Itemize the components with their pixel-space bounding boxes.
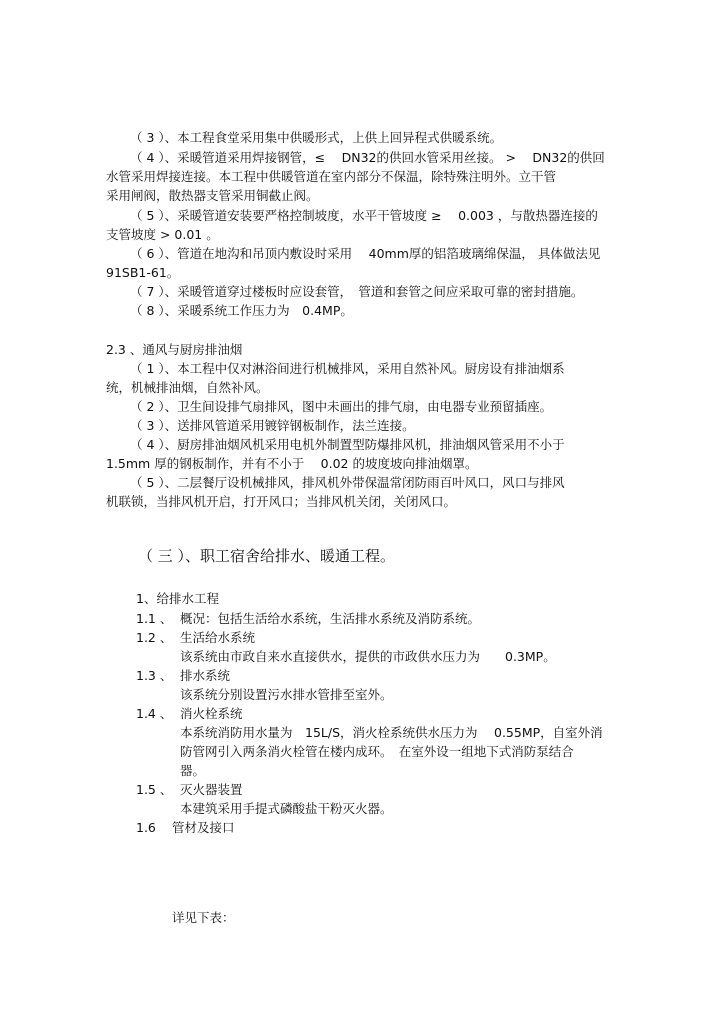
ventilation-line-4: （ 3 ）、送排风管道采用镀锌钢板制作，法兰连接。 (130, 418, 415, 433)
heating-line-1: （ 3 ）、本工程食堂采用集中供暖形式，上供上回异程式供暖系统。 (130, 130, 503, 145)
ventilation-line-2: 统，机械排油烟，自然补风。 (106, 380, 269, 395)
item-body: 本建筑采用手提式磷酸盐干粉灭火器。 (180, 801, 393, 816)
dormitory-heading: （ 三 ）、职工宿舍给排水、暖通工程。 (138, 547, 396, 565)
item-title: 灭火器装置 (180, 782, 243, 797)
ventilation-line-6: 1.5mm 厚的钢板制作，并有不小于 0.02 的坡度坡向排油烟罩。 (106, 456, 478, 471)
item-title: 概况：包括生活给水系统，生活排水系统及消防系统。 (180, 611, 481, 626)
heating-line-9: （ 7 ）、采暖管道穿过楼板时应设套管， 管道和套管之间应采取可靠的密封措施。 (130, 284, 584, 299)
ventilation-title: 2.3 、通风与厨房排油烟 (106, 342, 243, 357)
item-body: 防管网引入两条消火栓管在楼内成环。 在室外设一组地下式消防泵结合 (180, 744, 574, 759)
item-title: 消火栓系统 (180, 706, 243, 721)
ventilation-line-1: （ 1 ）、本工程中仅对淋浴间进行机械排风，采用自然补风。厨房设有排油烟系 (130, 361, 565, 376)
item-number: 1.2 、 (136, 630, 173, 645)
heating-line-6: 支管坡度 > 0.01 。 (106, 227, 219, 242)
item-number: 1.4 、 (136, 706, 173, 721)
heating-line-7: （ 6 ）、管道在地沟和吊顶内敷设时采用 40mm厚的铝箔玻璃绵保温， 具体做法见 (130, 246, 601, 261)
heating-line-5: （ 5 ）、采暖管道安装要严格控制坡度，水平干管坡度 ≥ 0.003 ，与散热器连接的 (130, 208, 598, 223)
heating-line-10: （ 8 ）、采暖系统工作压力为 0.4MP。 (130, 303, 353, 318)
see-table-note: 详见下表： (172, 910, 235, 925)
ventilation-line-5: （ 4 ）、厨房排油烟风机采用电机外制置型防爆排风机，排油烟风管采用不小于 (130, 437, 565, 452)
ventilation-line-3: （ 2 ）、卫生间设排气扇排风，图中未画出的排气扇，由电器专业预留插座。 (130, 399, 553, 414)
item-title: 排水系统 (180, 668, 231, 683)
item-body: 该系统分别设置污水排水管排至室外。 (180, 687, 393, 702)
item-body: 本系统消防用水量为 15L/S，消火栓系统供水压力为 0.55MP，自室外消 (180, 725, 603, 740)
item-title: 生活给水系统 (180, 630, 256, 645)
item-number: 1.6 (136, 820, 156, 835)
item-title: 管材及接口 (172, 820, 235, 835)
heating-line-4: 采用闸阀，散热器支管采用铜截止阀。 (106, 188, 319, 203)
item-number: 1.3 、 (136, 668, 173, 683)
ventilation-line-7: （ 5 ）、二层餐厅设机械排风，排风机外带保温常闭防雨百叶风口，风口与排风 (130, 475, 565, 490)
water-subheading: 1、给排水工程 (136, 591, 219, 606)
item-number: 1.1 、 (136, 611, 173, 626)
heating-line-8: 91SB1-61。 (106, 265, 180, 280)
item-body: 该系统由市政自来水直接供水，提供的市政供水压力为 0.3MP。 (180, 649, 556, 664)
ventilation-line-8: 机联锁，当排风机开启，打开风口；当排风机关闭，关闭风口。 (106, 494, 457, 509)
item-number: 1.5 、 (136, 782, 173, 797)
heating-line-3: 水管采用焊接连接。本工程中供暖管道在室内部分不保温，除特殊注明外。立干管 (106, 169, 557, 184)
item-body: 器。 (180, 763, 206, 778)
heating-line-2: （ 4 ）、采暖管道采用焊接钢管，≤ DN32的供回水管采用丝接。 > DN32的供回 (130, 150, 605, 165)
